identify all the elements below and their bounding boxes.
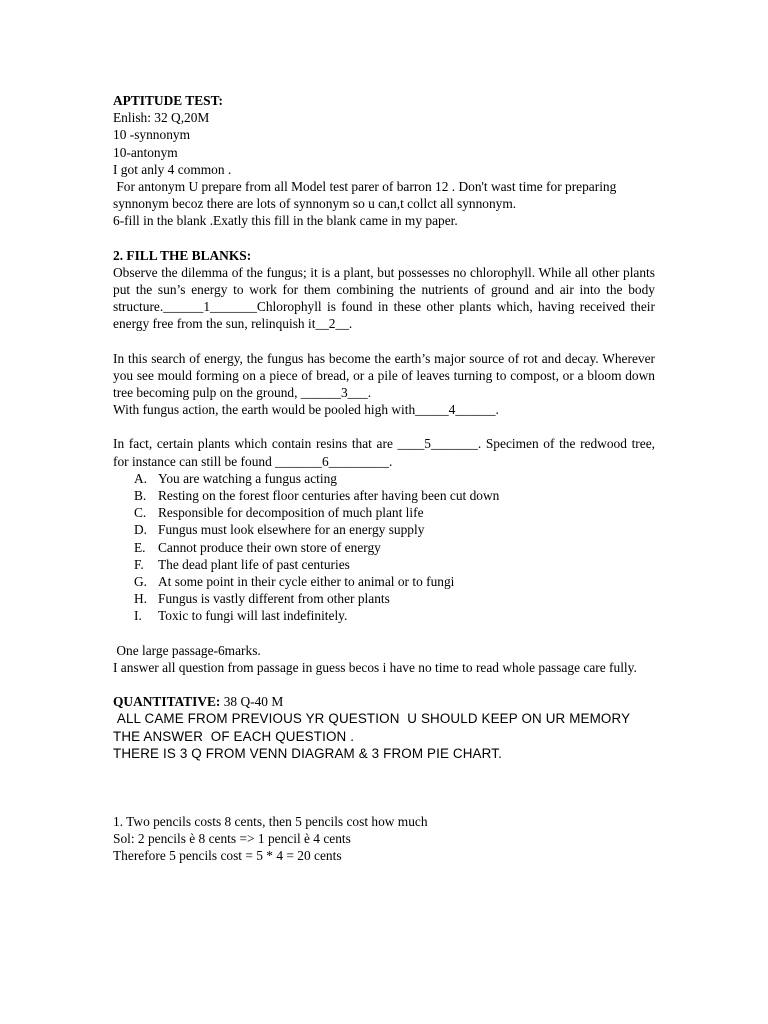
- option-text: Toxic to fungi will last indefinitely.: [158, 608, 348, 624]
- option-marker: G.: [134, 574, 148, 590]
- option-marker: F.: [134, 556, 144, 572]
- quantitative-note: THERE IS 3 Q FROM VENN DIAGRAM & 3 FROM PIE CHART.: [113, 745, 502, 761]
- fill-blanks-paragraph: In this search of energy, the fungus has become the earth’s major source of rot and decay. Wherever you see mould forming on a piece of bread, or a pile of leaves turning to compost, or a bloom down tree becoming pulp on the ground, ______3___.: [113, 350, 655, 401]
- option-text: You are watching a fungus acting: [158, 470, 338, 486]
- option-text: Fungus must look elsewhere for an energy supply: [158, 522, 425, 538]
- quantitative-note: ALL CAME FROM PREVIOUS YR QUESTION U SHOULD KEEP ON UR MEMORY THE ANSWER OF EACH QUESTION .: [113, 711, 634, 744]
- aptitude-line: I got anly 4 common .: [113, 161, 232, 177]
- passage-note: One large passage-6marks.: [113, 642, 261, 658]
- list-item: [134, 521, 655, 538]
- quantitative-heading: QUANTITATIVE:: [113, 694, 221, 710]
- spacer: [113, 418, 655, 435]
- list-item: [134, 573, 655, 590]
- spacer: [113, 762, 655, 813]
- fill-blanks-paragraph: In fact, certain plants which contain resins that are ____5_______. Specimen of the redwood tree, for instance can still be found _______6_________.: [113, 436, 655, 469]
- list-item: [134, 487, 655, 504]
- spacer: [113, 230, 655, 247]
- option-text: Resting on the forest floor centuries after having been cut down: [158, 488, 500, 504]
- fill-blanks-heading: 2. FILL THE BLANKS:: [113, 247, 252, 263]
- quantitative-heading-tail: 38 Q-40 M: [220, 694, 284, 710]
- passage-comment: I answer all question from passage in guess becos i have no time to read whole passage care fully.: [113, 659, 637, 675]
- fill-blanks-paragraph: Observe the dilemma of the fungus; it is a plant, but possesses no chlorophyll. While all other plants put the sun’s energy to work for them combining the nutrients of ground and air into the body structure.______1_______Chlorophyll is found in these other plants which, having received their energy free from the sun, relinquish it__2__.: [113, 264, 655, 332]
- answer-text: Therefore 5 pencils cost = 5 * 4 = 20 cents: [113, 848, 342, 864]
- aptitude-line: Enlish: 32 Q,20M: [113, 110, 210, 126]
- list-item: [134, 590, 655, 607]
- option-marker: C.: [134, 505, 147, 521]
- option-marker: E.: [134, 539, 146, 555]
- list-item: [134, 607, 655, 624]
- option-marker: H.: [134, 591, 148, 607]
- aptitude-line: For antonym U prepare from all Model test parer of barron 12 . Don't wast time for preparing synnonym becoz there are lots of synnonym so u can,t collct all synnonym.: [113, 179, 620, 212]
- spacer: [113, 625, 655, 642]
- option-text: Fungus is vastly different from other plants: [158, 591, 390, 607]
- options-list: [113, 470, 655, 625]
- option-marker: A.: [134, 470, 148, 486]
- aptitude-line: 6-fill in the blank .Exatly this fill in the blank came in my paper.: [113, 213, 458, 229]
- question-text: 1. Two pencils costs 8 cents, then 5 pencils cost how much: [113, 813, 428, 829]
- quantitative-heading-line: [113, 693, 655, 710]
- document-page: [113, 92, 655, 865]
- list-item: [134, 556, 655, 573]
- option-marker: B.: [134, 488, 147, 504]
- option-text: Responsible for decomposition of much plant life: [158, 505, 424, 521]
- option-marker: D.: [134, 522, 148, 538]
- option-marker: I.: [134, 608, 142, 624]
- list-item: [134, 470, 655, 487]
- aptitude-line: 10 -synnonym: [113, 127, 190, 143]
- list-item: [134, 539, 655, 556]
- fill-blanks-paragraph: With fungus action, the earth would be pooled high with_____4______.: [113, 402, 499, 418]
- option-text: The dead plant life of past centuries: [158, 556, 350, 572]
- aptitude-line: 10-antonym: [113, 144, 178, 160]
- spacer: [113, 333, 655, 350]
- option-text: Cannot produce their own store of energy: [158, 539, 381, 555]
- option-text: At some point in their cycle either to animal or to fungi: [158, 574, 455, 590]
- list-item: [134, 504, 655, 521]
- solution-text: Sol: 2 pencils è 8 cents => 1 pencil è 4 cents: [113, 831, 351, 847]
- spacer: [113, 676, 655, 693]
- aptitude-heading: APTITUDE TEST:: [113, 93, 224, 108]
